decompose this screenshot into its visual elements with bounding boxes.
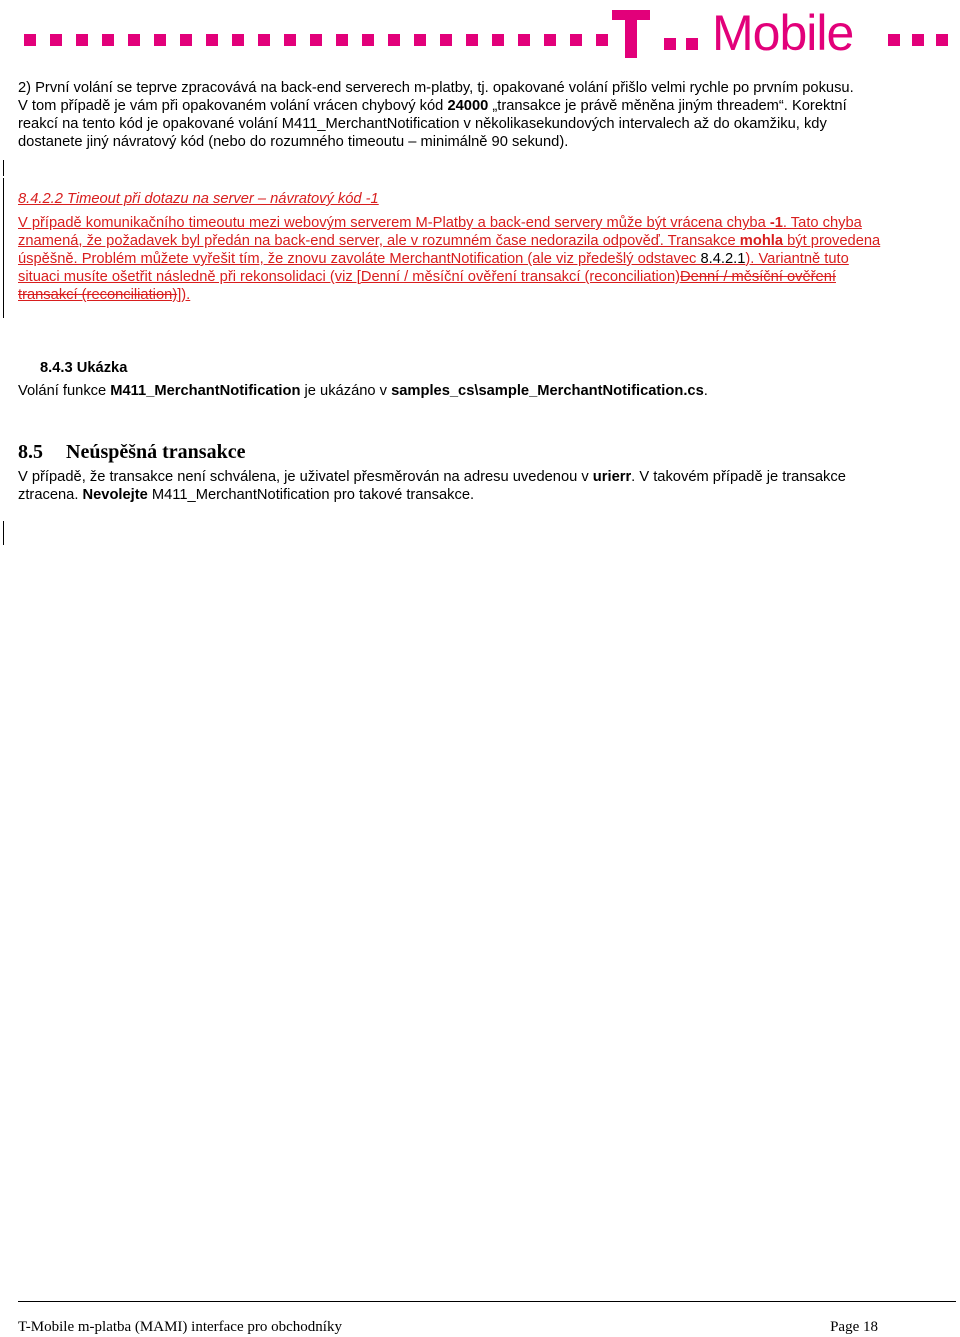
brand-dot-row-right	[880, 34, 960, 46]
text-line: V tom případě je vám při opakovaném volání vrácen chybový kód 24000 „transakce je právě měněna jiným threadem“. Korektní	[18, 98, 847, 114]
text-line: transakcí (reconciliation)]).	[18, 287, 191, 303]
section-heading: 8.4.2.2 Timeout při dotazu na server – návratový kód -1	[18, 191, 379, 207]
paragraph-retry	[18, 79, 948, 151]
text-line: situaci musíte ošetřit následně při rekonsolidaci (viz [Denní / měsíční ověření transakcí (reconciliation)Denní / měsíční ověření	[18, 269, 836, 285]
section-heading-843: 8.4.3 Ukázka	[40, 360, 128, 376]
text-line: ztracena. Nevolejte M411_MerchantNotification pro takové transakce.	[18, 487, 475, 503]
change-bar	[3, 178, 4, 318]
change-bar	[3, 160, 4, 176]
text-line: 2) První volání se teprve zpracovává na back-end serverech m-platby, tj. opakované volání přišlo velmi rychle po prvním pokusu.	[18, 80, 854, 96]
text-line: V případě komunikačního timeoutu mezi webovým serverem M-Platby a back-end servery může být vrácena chyba -1. Tato chyba	[18, 215, 862, 231]
section-heading-85: 8.5 Neúspěšná transakce	[18, 441, 246, 463]
footer-rule	[18, 1301, 956, 1302]
section-8422	[18, 190, 948, 304]
paragraph-failed	[18, 468, 948, 504]
header-band	[0, 0, 960, 62]
text-line: reakcí na tento kód je opakované volání M411_MerchantNotification v několikasekundových intervalech až do okamžiku, kdy	[18, 116, 827, 132]
footer-doc-title: T-Mobile m-platba (MAMI) interface pro obchodníky	[18, 1319, 342, 1335]
brand-dot-row	[0, 34, 612, 46]
change-bar	[3, 521, 4, 545]
text-line: V případě, že transakce není schválena, je uživatel přesměrován na adresu uvedenou v urierr. V takovém případě je transakce	[18, 469, 846, 485]
footer-page-number: Page 18	[830, 1319, 878, 1335]
logo-t-icon	[612, 4, 650, 60]
text-line: úspěšně. Problém můžete vyřešit tím, že znovu zavoláte MerchantNotification (ale viz předešlý odstavec 8.4.2.1). Variantně tuto	[18, 251, 849, 267]
error-code: 24000	[447, 98, 489, 114]
text-line: dostanete jiný návratový kód (nebo do rozumného timeoutu – minimálně 90 sekund).	[18, 134, 569, 150]
text-line: znamená, že požadavek byl předán na back-end server, ale v rozumném čase nedorazila odpověď. Transakce mohla být provedena	[18, 233, 881, 249]
paragraph-sample: Volání funkce M411_MerchantNotification je ukázáno v samples_cs\sample_MerchantNotification.cs.	[18, 383, 708, 399]
cross-reference[interactable]: 8.4.2.1	[700, 251, 746, 267]
logo-wordmark: Mobile	[712, 5, 854, 61]
